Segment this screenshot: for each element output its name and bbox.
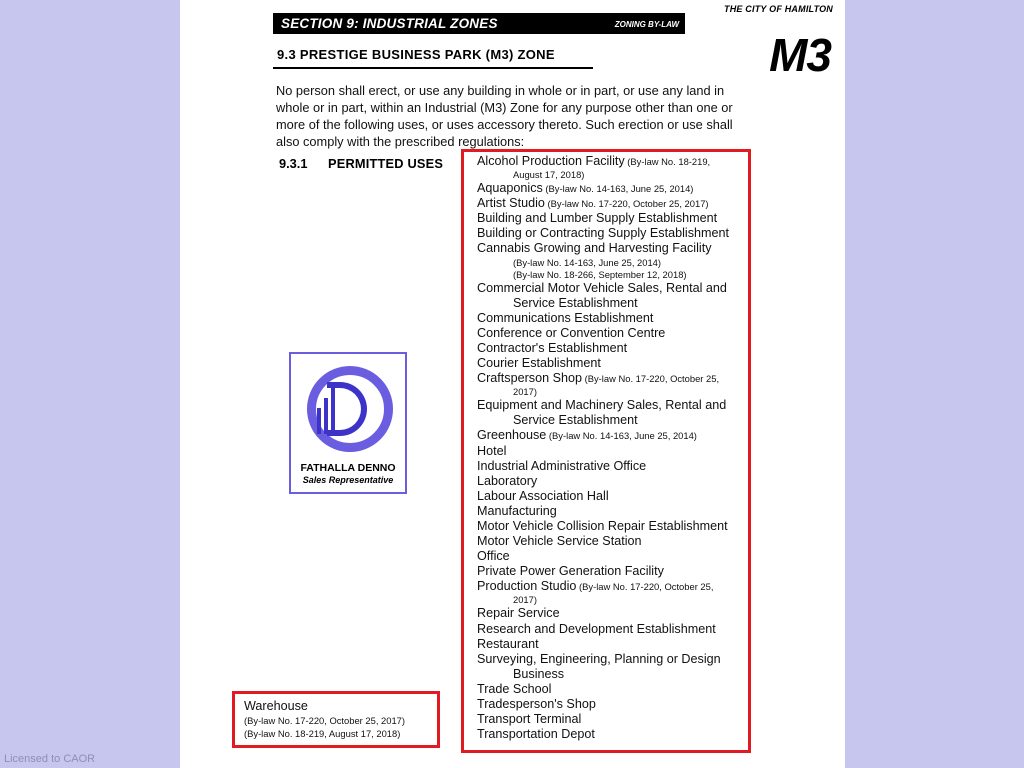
- warehouse-bylaw-line-1: (By-law No. 17-220, October 25, 2017): [244, 715, 406, 726]
- permitted-use-name: Motor Vehicle Collision Repair Establishment: [477, 518, 728, 533]
- permitted-use-item: [477, 519, 745, 534]
- agent-name: FATHALLA DENNO: [300, 462, 396, 474]
- subsection-underline: [273, 67, 593, 69]
- permitted-use-name: Motor Vehicle Service Station: [477, 534, 642, 549]
- permitted-use-name-continued: Service Establishment: [513, 295, 638, 310]
- permitted-use-item: [477, 727, 745, 742]
- permitted-use-item: [477, 504, 745, 519]
- license-watermark: Licensed to CAOR: [4, 753, 96, 765]
- permitted-use-name: Transport Terminal: [477, 712, 582, 727]
- permitted-use-bylaw: (By-law No. 18-219,: [624, 156, 711, 167]
- agent-role: Sales Representative: [302, 475, 394, 485]
- permitted-use-name: Artist Studio: [477, 196, 545, 211]
- permitted-use-item: [477, 181, 745, 196]
- permitted-use-name: Industrial Administrative Office: [477, 458, 647, 473]
- permitted-use-name: Equipment and Machinery Sales, Rental and: [477, 398, 727, 413]
- permitted-use-name: Aquaponics: [477, 181, 543, 196]
- permitted-use-item: [477, 226, 745, 241]
- permitted-use-bylaw: (By-law No. 17-220, October 25, 2017): [544, 198, 709, 210]
- permitted-use-name-continued: Service Establishment: [513, 413, 638, 428]
- bars-icon: [317, 384, 337, 434]
- permitted-use-item: [477, 371, 745, 398]
- permitted-use-item: [477, 474, 745, 489]
- section-header-bar: [273, 13, 685, 34]
- permitted-use-item: [477, 241, 745, 280]
- zoning-bylaw-label: ZONING BY-LAW: [614, 20, 679, 29]
- permitted-use-name: Hotel: [477, 443, 507, 458]
- permitted-use-bylaw: (By-law No. 17-220, October 25,: [582, 373, 720, 385]
- permitted-use-item: [477, 579, 745, 606]
- permitted-use-bylaw-line: 2017): [513, 594, 537, 606]
- permitted-use-item: [477, 444, 745, 459]
- permitted-use-name: Commercial Motor Vehicle Sales, Rental and: [477, 280, 727, 295]
- document-page: [180, 0, 845, 768]
- permitted-use-item: [477, 311, 745, 326]
- permitted-use-name: Repair Service: [477, 606, 560, 621]
- warehouse-bylaw-line-2: (By-law No. 18-219, August 17, 2018): [244, 728, 401, 739]
- permitted-use-name: Craftsperson Shop: [477, 371, 583, 386]
- city-header-text: THE CITY OF HAMILTON: [724, 4, 833, 14]
- permitted-use-name: Office: [477, 549, 510, 564]
- permitted-use-name: Courier Establishment: [477, 356, 601, 371]
- permitted-use-bylaw-line: August 17, 2018): [513, 169, 585, 181]
- permitted-use-bylaw-line: (By-law No. 18-266, September 12, 2018): [513, 268, 687, 280]
- permitted-use-item: [477, 712, 745, 727]
- permitted-use-name: Private Power Generation Facility: [477, 564, 664, 579]
- section-title: SECTION 9: INDUSTRIAL ZONES: [281, 16, 498, 31]
- permitted-use-name: Production Studio: [477, 579, 577, 594]
- permitted-use-item: [477, 459, 745, 474]
- permitted-use-item: [477, 398, 745, 428]
- permitted-use-bylaw-line: (By-law No. 14-163, June 25, 2014): [513, 256, 661, 268]
- permitted-use-item: [477, 341, 745, 356]
- permitted-use-name: Communications Establishment: [477, 310, 654, 325]
- permitted-use-name: Building or Contracting Supply Establishment: [477, 226, 730, 241]
- permitted-use-bylaw: (By-law No. 14-163, June 25, 2014): [542, 183, 694, 195]
- permitted-use-name: Cannabis Growing and Harvesting Facility: [477, 241, 712, 256]
- permitted-use-item: [477, 489, 745, 504]
- permitted-use-name: Building and Lumber Supply Establishment: [477, 211, 718, 226]
- permitted-use-name: Tradesperson's Shop: [477, 697, 596, 711]
- permitted-use-name: Alcohol Production Facility: [477, 154, 625, 168]
- permitted-use-item: [477, 697, 745, 712]
- permitted-use-name: Laboratory: [477, 473, 538, 488]
- permitted-use-item: [477, 622, 745, 637]
- permitted-use-item: [477, 356, 745, 371]
- permitted-use-item: [477, 428, 745, 443]
- permitted-use-name: Labour Association Hall: [477, 488, 609, 503]
- permitted-use-item: [477, 637, 745, 652]
- permitted-use-item: [477, 196, 745, 211]
- permitted-use-item: [477, 682, 745, 697]
- warehouse-highlight-box: [232, 691, 440, 748]
- permitted-uses-list: [477, 154, 745, 742]
- permitted-use-item: [477, 534, 745, 549]
- permitted-use-item: [477, 606, 745, 621]
- intro-paragraph: No person shall erect, or use any building in whole or in part, or use any land in whole or in part, within an Industrial (M3) Zone for any purpose other than one or more of the following uses, or uses accessory thereto. Such erection or use shall also comply with the prescribed regulations:: [276, 83, 733, 149]
- permitted-use-bylaw: (By-law No. 17-220, October 25,: [576, 581, 714, 593]
- permitted-use-name: Research and Development Establishment: [477, 621, 716, 636]
- agent-logo-card: [289, 352, 407, 494]
- permitted-use-name: Manufacturing: [477, 503, 557, 518]
- permitted-use-item: [477, 281, 745, 311]
- permitted-use-item: [477, 549, 745, 564]
- permitted-use-item: [477, 211, 745, 226]
- permitted-use-name: Contractor's Establishment: [477, 340, 628, 355]
- permitted-use-name: Trade School: [477, 681, 552, 696]
- clause-title: PERMITTED USES: [328, 156, 444, 171]
- permitted-use-name: Transportation Depot: [477, 727, 595, 742]
- permitted-use-name: Restaurant: [477, 636, 539, 651]
- permitted-use-name: Conference or Convention Centre: [477, 325, 666, 340]
- permitted-use-name: Greenhouse: [477, 428, 547, 443]
- permitted-use-bylaw-line: 2017): [513, 386, 537, 398]
- permitted-use-item: [477, 154, 745, 181]
- subsection-heading: 9.3 PRESTIGE BUSINESS PARK (M3) ZONE: [277, 47, 555, 62]
- permitted-use-item: [477, 652, 745, 682]
- warehouse-use-label: Warehouse: [244, 699, 308, 713]
- clause-number: 9.3.1: [279, 156, 308, 171]
- permitted-use-name-continued: Business: [513, 666, 565, 681]
- permitted-use-item: [477, 564, 745, 579]
- permitted-use-item: [477, 326, 745, 341]
- zone-code-label: M3: [769, 29, 831, 81]
- permitted-use-name: Surveying, Engineering, Planning or Design: [477, 651, 721, 666]
- permitted-use-bylaw: (By-law No. 14-163, June 25, 2014): [546, 430, 697, 442]
